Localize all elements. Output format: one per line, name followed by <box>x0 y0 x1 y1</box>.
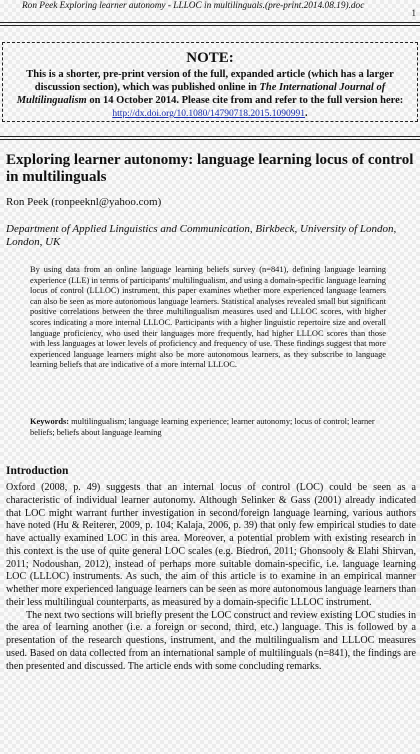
section-heading-introduction: Introduction <box>6 465 69 477</box>
intro-paragraph-2: The next two sections will briefly present the LOC construct and review existing LOC studies in the area of learning another (i.e. a foreign or second, third, etc.) language. This is followed by a presentation of the research questions, instrument, and the multilingualism and LLLOC measures used. Based on data collected from an international sample of multilinguals (n=841), the findings are then presented and discussed. The article ends with some concluding remarks. <box>6 609 416 672</box>
author-line: Ron Peek (ronpeeknl@yahoo.com) <box>6 196 162 208</box>
intro-paragraph-1: Oxford (2008, p. 49) suggests that an internal locus of control (LOC) could be seen as a characteristic of individual learner autonomy. Although Selinker & Gass (2001) already indicated that LOC might warrant further investigation in second/foreign language learning, various authors have noted (Hu & Reiterer, 2009, p. 104; Kalaja, 2006, p. 39) that only few empirical studies to date have actually examined LOC in this area. Moreover, a potential problem with existing research in this context is the use of quite general LOC scales (e.g. Biedroń, 2011; Ghonsooly & Elahi Shirvan, 2011; Nodoushan, 2012), instead of perhaps more suitable domain-specific, i.e. language learning LOC (LLLOC) instruments. As such, the aim of this article is to examine in an empirical manner whether more experienced language learners can be seen as more autonomous language learners than their less multilingual counterparts, as measured by a domain-specific LLLOC instrument. <box>6 482 416 608</box>
article-title: Exploring learner autonomy: language learning locus of control in multilinguals <box>6 152 414 185</box>
doi-link[interactable]: http://dx.doi.org/10.1080/14790718.2015.1090991 <box>112 109 306 119</box>
keywords-label: Keywords: <box>30 417 70 426</box>
introduction-body <box>6 482 416 673</box>
header-rule <box>0 22 420 23</box>
running-head: Ron Peek Exploring learner autonomy - LLLOC in multilinguals.(pre-print.2014.08.19).doc <box>22 1 365 11</box>
note-text-cont: on 14 October 2014. Please cite from and refer to the full version here: <box>86 95 404 106</box>
note-link-trail: . <box>305 108 308 119</box>
note-title: NOTE: <box>186 50 234 66</box>
keywords-list: multilingualism; language learning experience; learner autonomy; locus of control; learner beliefs; beliefs about language learning <box>30 417 375 437</box>
abstract: By using data from an online language learning beliefs survey (n=841), defining language learning experience (LLE) in terms of participants' multilingualism, and using a domain-specific language learning locus of control (LLLOC) instrument, this paper examines whether more experienced language learners can also be seen as more autonomous language learners. Statistical analyses revealed small but significant positive correlations between the three multilingualism measures used and LLLOC scores, with higher scores indicating a more internal LLLOC. Participants with a higher linguistic repertoire size and overall language proficiency, who used their languages more frequently, had higher LLLOC scores than those with less languages at lower levels of proficiency and frequency of use. These findings suggest that more experienced language learners might also be more autonomous learners, as they subscribe to language learning beliefs that are indicative of a more internal LLLOC. <box>30 265 386 370</box>
page-number: 1 <box>411 8 416 18</box>
note-bottom-rule-double <box>0 139 420 140</box>
affiliation: Department of Applied Linguistics and Communication, Birkbeck, University of London, London, UK <box>6 223 397 248</box>
note-body <box>6 68 414 121</box>
note-journal: The International Journal of Multilingualism <box>16 82 386 106</box>
keywords <box>30 417 386 438</box>
note-text: This is a shorter, pre-print version of the full, expanded article (which has a larger discussion section), which was published online in <box>26 69 394 93</box>
header-rule-double <box>0 25 420 26</box>
note-bottom-rule <box>0 136 420 137</box>
